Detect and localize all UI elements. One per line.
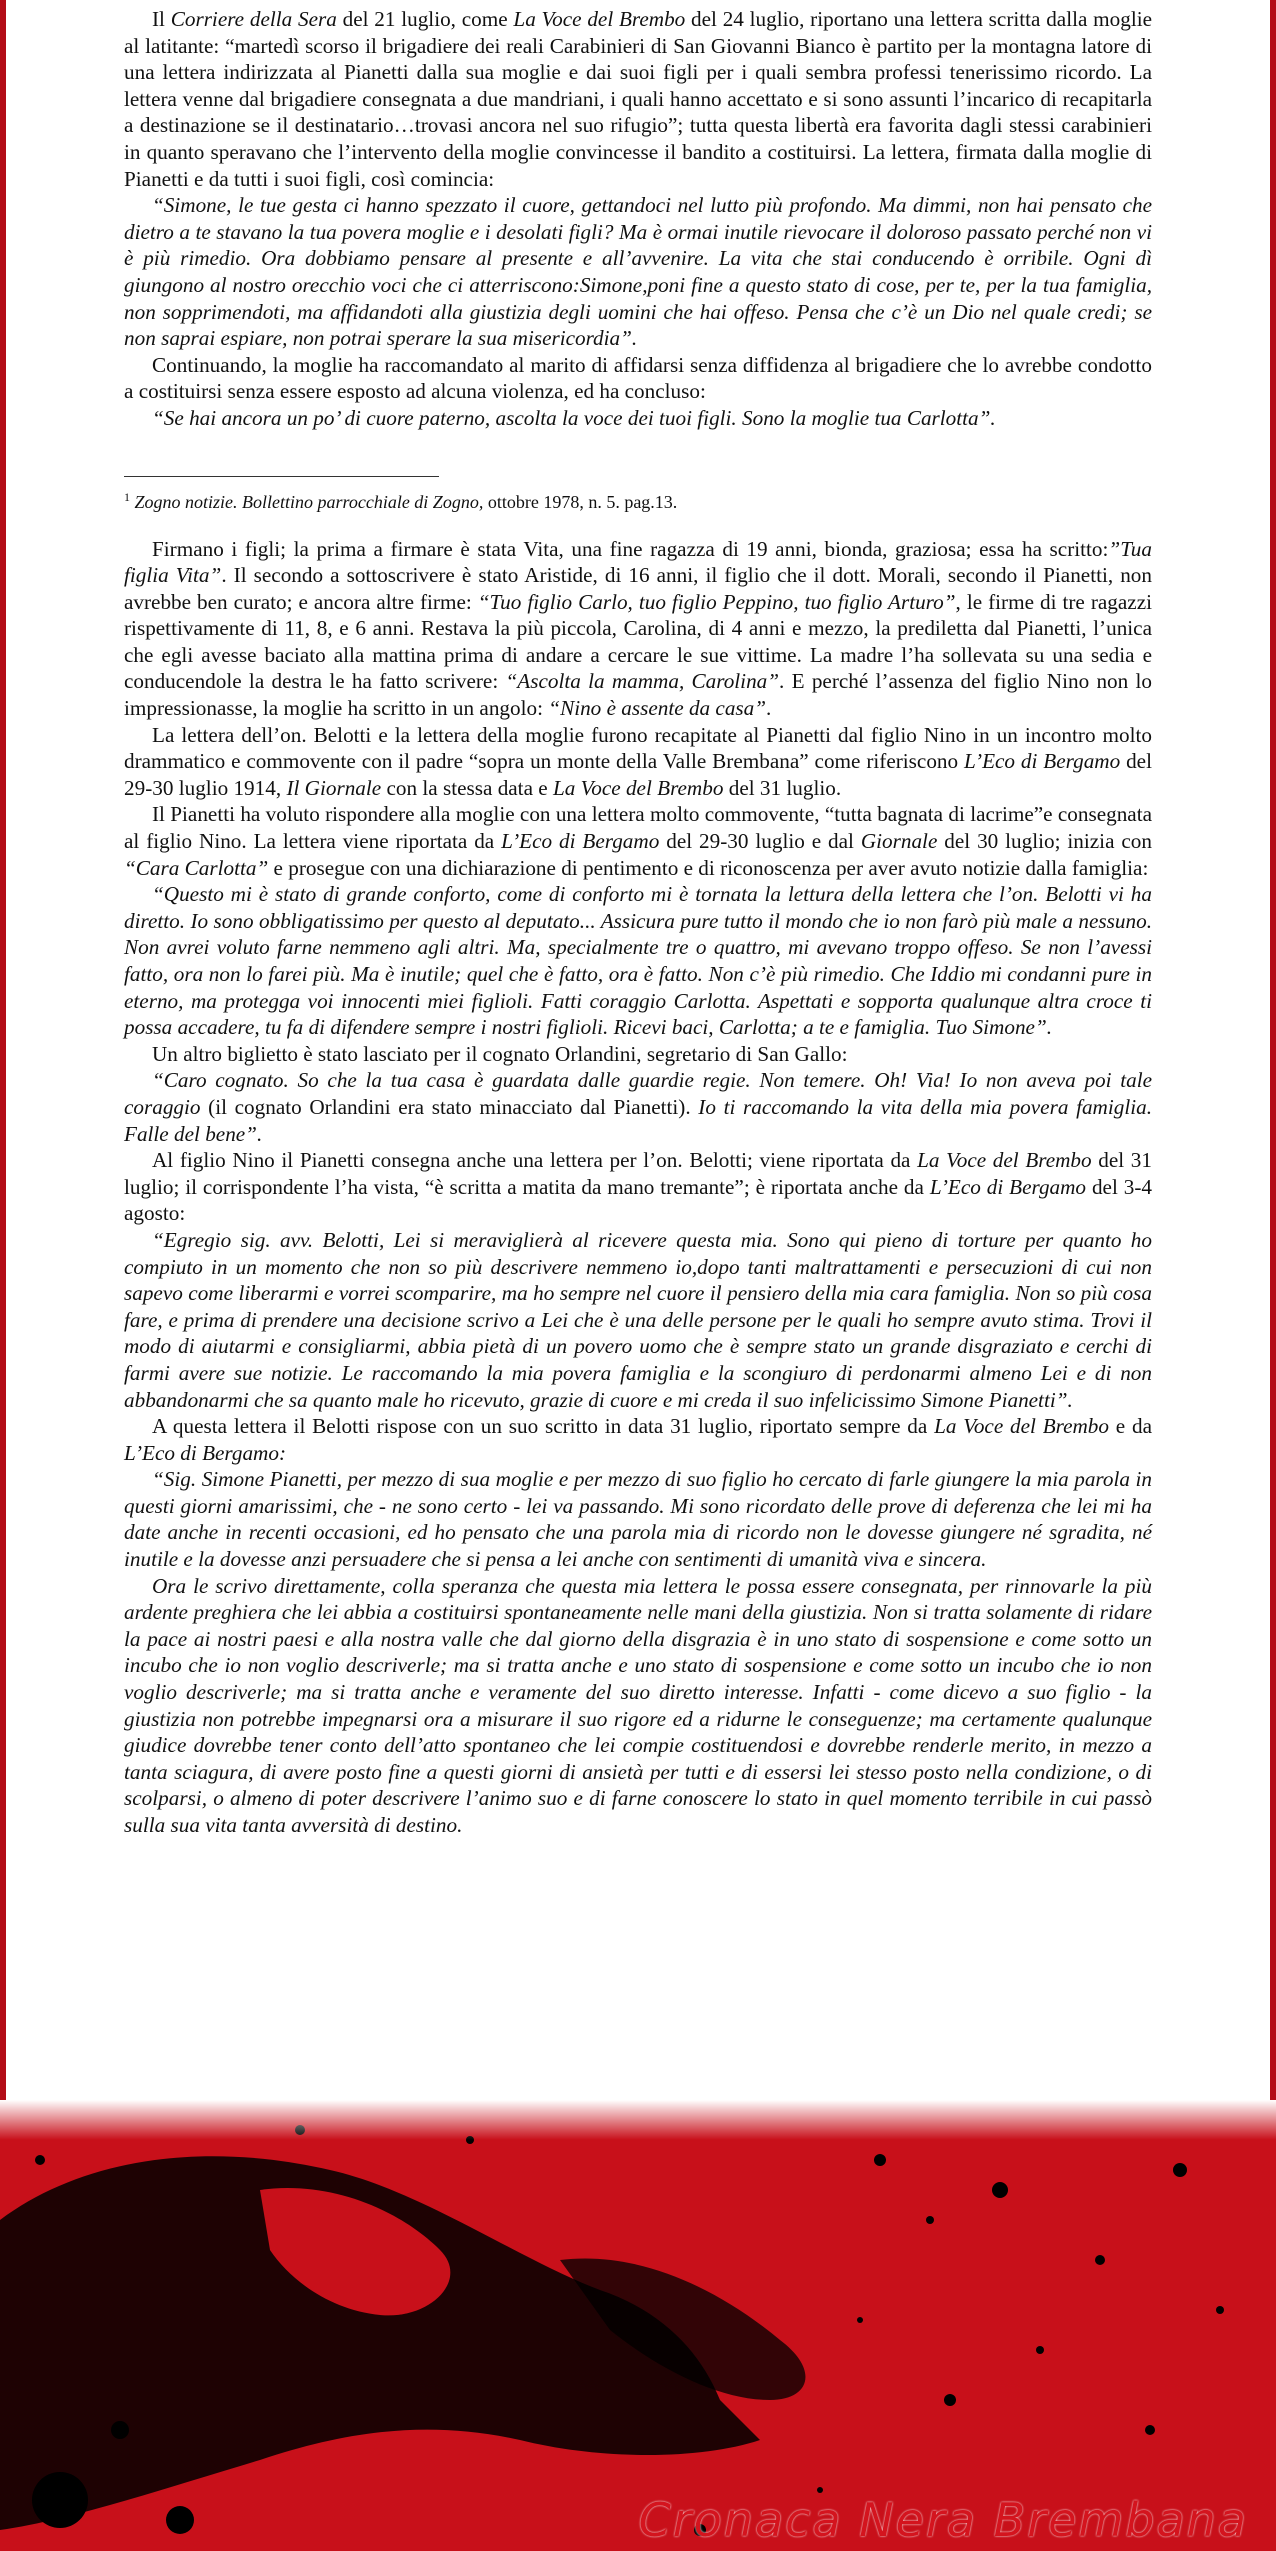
body-paragraph: La lettera dell’on. Belotti e la lettera della moglie furono recapitate al Pianetti dal figlio Nino in un incontro molto drammatico e commovente con il padre “sopra un monte della Valle Brembana” come riferiscono L’Eco di Bergamo del 29-30 luglio 1914, Il Giornale con la stessa data e La Voce del Brembo del 31 luglio. <box>124 722 1152 800</box>
body-paragraph: Firmano i figli; la prima a firmare è stata Vita, una fine ragazza di 19 anni, bionda, graziosa; essa ha scritto:”Tua figlia Vita”. Il secondo a sottoscrivere è stato Aristide, di 16 anni, il figlio che il dott. Morali, secondo il Pianetti, non avrebbe ben curato; e ancora altre firme: “Tuo figlio Carlo, tuo figlio Peppino, tuo figlio Arturo”, le firme di tre ragazzi rispettivamente di 11, 8, e 6 anni. Restava la più piccola, Carolina, di 4 anni e mezzo, la prediletta dal Pianetti, l’unica che egli avesse baciato alla mattina prima di andare a cercare le sue vittime. La madre l’ha sollevata su una sedia e conducendole la destra le ha fatto scrivere: “Ascolta la mamma, Carolina”. E perché l’assenza del figlio Nino non lo impressionasse, la moglie ha scritto in un angolo: “Nino è assente da casa”. <box>124 536 1152 721</box>
site-brand-text: Cronaca Nera Brembana <box>638 2493 1248 2547</box>
body-paragraph: Il Corriere della Sera del 21 luglio, come La Voce del Brembo del 24 luglio, riportano una lettera scritta dalla moglie al latitante: “martedì scorso il brigadiere dei reali Carabinieri di San Giovanni Bianco è partito per la montagna latore di una lettera indirizzata al Pianetti dalla sua moglie e dai suoi figli per i quali sembra professi tenerissimo ricordo. La lettera venne dal brigadiere consegnata a due mandriani, i quali hanno accettato e si sono assunti l’incarico di recapitarla a destinazione se il destinatario…trovasi ancora nel suo rifugio”; tutta questa libertà era favorita dagli stessi carabinieri in quanto speravano che l’intervento della moglie convincesse il bandito a costituirsi. La lettera, firmata dalla moglie di Pianetti e da tutti i suoi figli, così comincia: <box>124 7 1153 191</box>
body-paragraph: A questa lettera il Belotti rispose con un suo scritto in data 31 luglio, riportato sempre da La Voce del Brembo e da L’Eco di Bergamo: <box>124 1414 1152 1465</box>
footnote-gap <box>124 432 1152 476</box>
quoted-letter-paragraph: Ora le scrivo direttamente, colla speranza che questa mia lettera le possa essere consegnata, per rinnovarle la più ardente preghiera che lei abbia a costituirsi spontaneamente nelle mani della giustizia. Non si tratta solamente di ridare la pace ai nostri paesi e alla nostra valle che dal giorno della disgrazia è in uno stato di sospensione e come sotto un incubo che io non voglio descriverle; ma si tratta anche e uno stato di sospensione e come sotto un incubo che io non voglio descriverle; ma si tratta anche e veramente del suo diretto interesse. Infatti - come dicevo a suo figlio - la giustizia non potrebbe impegnarsi ora a misurare il suo rigore ed a ridurne le conseguenze; ma certamente qualunque giudice dovrebbe tener conto dell’atto spontaneo che lei compie costituendosi e dovrebbe renderle merito, in mezzo a tanta sciagura, di avere posto fine a questi giorni di ansietà per tutti e di essersi lei stesso posto nella condizione, o di scolparsi, o almeno di poter descrivere l’animo suo e di farne conoscere lo stato in quel momento terribile in cui passò sulla sua vita tanta avversità di destino. <box>124 1573 1152 1837</box>
quoted-letter-paragraph: “Questo mi è stato di grande conforto, come di conforto mi è tornata la lettura della lettera che l’on. Belotti vi ha diretto. Io sono obbligatissimo per questo al deputato... Assicura pure tutto il mondo che io non farò più male a nessuno. Non avrei voluto farne nemmeno agli altri. Ma, specialmente tre o quattro, mi avevano troppo offeso. Se non l’avessi fatto, ora non lo farei più. Ma è inutile; quel che è fatto, ora è fatto. Non c’è più rimedio. Che Iddio mi condanni pure in eterno, ma protegga voi innocenti miei figlioli. Fatti coraggio Carlotta. Aspettati e sopporta qualunque altra croce ti possa accadere, tu fa di difendere sempre i nostri figlioli. Ricevi baci, Carlotta; a te e famiglia. Tuo Simone”. <box>124 882 1152 1040</box>
document-body <box>124 6 1152 1839</box>
body-paragraph: Un altro biglietto è stato lasciato per il cognato Orlandini, segretario di San Gallo: <box>152 1041 848 1066</box>
body-paragraph: Continuando, la moglie ha raccomandato al marito di affidarsi senza diffidenza al brigadiere che lo avrebbe condotto a costituirsi senza essere esposto ad alcuna violenza, ed ha concluso: <box>124 352 1152 404</box>
bottom-paragraphs <box>124 536 1152 1839</box>
top-fade <box>0 2100 1276 2140</box>
footnote-text: Zogno notizie. Bollettino parrocchiale di Zogno, ottobre 1978, n. 5. pag.13. <box>134 491 678 512</box>
quoted-letter-paragraph: “Se hai ancora un po’ di cuore paterno, ascolta la voce dei tuoi figli. Sono la moglie tua Carlotta”. <box>152 405 996 430</box>
quoted-letter-paragraph: “Caro cognato. So che la tua casa è guardata dalle guardie regie. Non temere. Oh! Via! Io non aveva poi tale coraggio (il cognato Orlandini era stato minacciato dal Pianetti). Io ti raccomando la vita della mia povera famiglia. Falle del bene”. <box>124 1068 1153 1146</box>
footnote <box>124 485 1152 514</box>
body-paragraph: Al figlio Nino il Pianetti consegna anche una lettera per l’on. Belotti; viene riportata da La Voce del Brembo del 31 luglio; il corrispondente l’ha vista, “è scritta a matita da mano tremante”; è riportata anche da L’Eco di Bergamo del 3-4 agosto: <box>124 1148 1152 1226</box>
footnote-marker: 1 <box>124 489 130 504</box>
body-paragraph: Il Pianetti ha voluto rispondere alla moglie con una lettera molto commovente, “tutta bagnata di lacrime”e consegnata al figlio Nino. La lettera viene riportata da L’Eco di Bergamo del 29-30 luglio e dal Giornale del 30 luglio; inizia con “Cara Carlotta” e prosegue con una dichiarazione di pentimento e di riconoscenza per aver avuto notizie dalla famiglia: <box>124 802 1152 880</box>
splatter-art <box>0 2100 1276 2551</box>
top-paragraphs <box>124 6 1152 432</box>
footnote-rule <box>124 476 439 477</box>
quoted-letter-paragraph: “Simone, le tue gesta ci hanno spezzato il cuore, gettandoci nel lutto più profondo. Ma dimmi, non hai pensato che dietro a te stavano la tua povera moglie e i desolati figli? Ma è ormai inutile rievocare il doloroso passato perché non vi è più rimedio. Ora dobbiamo pensare al presente e all’avvenire. La vita che stai conducendo è orribile. Ogni dì giungono al nostro orecchio voci che ci atterriscono:Simone,poni fine a questo stato di cose, per te, per la tua famiglia, non sopprimendoti, ma affidandoti alla giustizia degli uomini che hai offeso. Pensa che c’è un Dio nel quale credi; se non saprai espiare, non potrai sperare la sua misericordia”. <box>124 193 1152 351</box>
decorative-blood-splatter-image <box>0 2100 1276 2551</box>
quoted-letter-paragraph: “Egregio sig. avv. Belotti, Lei si meraviglierà al ricevere questa mia. Sono qui pieno di torture per quanto ho compiuto in un momento che non so più descrivere nemmeno io,dopo tanti maltrattamenti e persecuzioni di cui non sapevo come liberarmi e vorrei scomparire, ma ho sempre nel cuore il pensiero della mia cara famiglia. Non so più cosa fare, e prima di prendere una decisione scrivo a Lei che è una delle persone per le quali ho sempre avuto stima. Trovi il modo di aiutarmi e consigliarmi, abbia pietà di un povero uomo che è sempre stato un grande disgraziato e cerchi di farmi avere sue notizie. Le raccomando la mia povera famiglia e la scongiuro di perdonarmi almeno Lei e di non abbandonarmi che sa quanto male ho ricevuto, grazie di cuore e mi creda il suo infelicissimo Simone Pianetti”. <box>124 1227 1152 1412</box>
quoted-letter-paragraph: “Sig. Simone Pianetti, per mezzo di sua moglie e per mezzo di suo figlio ho cercato di farle giungere la mia parola in questi giorni amarissimi, che - ne sono certo - lei va passando. Mi sono ricordato delle prove di deferenza che lei mi ha date anche in recenti occasioni, ed ho pensato che una parola mia di ricordo non le dovesse giungere né sgradita, né inutile e la dovesse anzi persuadere che si pensa a lei anche con sentimenti di umanità viva e sincera. <box>124 1467 1152 1572</box>
